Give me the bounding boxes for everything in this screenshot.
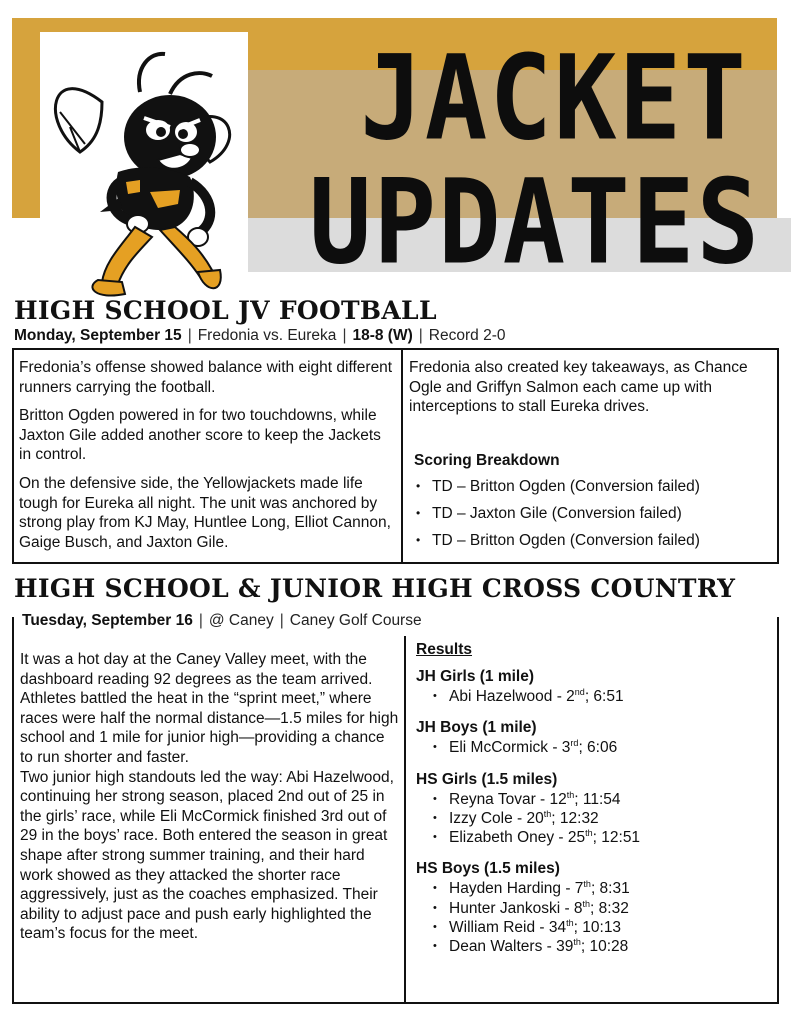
results-group-hs-girls — [416, 771, 776, 848]
cross-country-paragraph: It was a hot day at the Caney Valley meet, with the dashboard reading 92 degrees as the team arrived. Athletes battled the heat in the “sprint meet,” where races were half the normal distance—1.5 miles for high school and 1 mile for junior high—providing a chance to run shorter and faster. — [20, 651, 399, 766]
cross-country-meet-info: Tuesday, September 16 | @ Caney | Caney Golf Course — [22, 612, 422, 629]
cross-country-section-heading: HIGH SCHOOL & JUNIOR HIGH CROSS COUNTRY — [14, 574, 736, 603]
football-date: Monday, September 15 — [14, 327, 182, 344]
scoring-item: • TD – Jaxton Gile (Conversion failed) — [414, 500, 774, 527]
football-paragraph: On the defensive side, the Yellowjackets made life tough for Eureka all night. The unit was anchored by strong play from KJ May, Huntlee Long, Elliot Cannon, Gaige Busch, and Jaxton Gile. — [19, 474, 391, 551]
result-entry: • Reyna Tovar - 12th; 11:54 — [416, 790, 776, 809]
cross-country-date: Tuesday, September 16 — [22, 612, 193, 629]
result-entry: • Eli McCormick - 3rd; 6:06 — [416, 738, 776, 757]
football-left-column — [19, 358, 395, 561]
results-heading: Results — [416, 641, 472, 658]
result-entry: • Izzy Cole - 20th; 12:32 — [416, 809, 776, 828]
football-score: 18-8 (W) — [352, 327, 413, 344]
newsletter-title — [300, 29, 770, 291]
hornet-mascot-icon — [40, 32, 248, 302]
cross-country-paragraph: Two junior high standouts led the way: Abi Hazelwood, continuing her strong season, placed 2nd out of 25 in the girls’ race, while Eli McCormick finished 3rd out of 29 in the boys’ race. Both entered the season in great shape after strong summer training, and their hard work showed as they attacked the shorter race aggressively, just as the coaches emphasized. Their ability to adjust pace and push early highlighted the team’s focus for the meet. — [20, 768, 394, 943]
result-entry: • Dean Walters - 39th; 10:28 — [416, 937, 776, 956]
football-column-divider — [401, 348, 403, 564]
results-group-title: HS Boys (1.5 miles) — [416, 860, 560, 878]
scoring-item: • TD – Britton Ogden (Conversion failed) — [414, 473, 774, 500]
title-line-jacket: JACKET — [360, 29, 748, 167]
results-group-title: HS Girls (1.5 miles) — [416, 770, 558, 788]
results-group-jh-girls — [416, 668, 776, 706]
football-paragraph: Britton Ogden powered in for two touchdowns, while Jaxton Gile added another score to keep the Jackets in control. — [19, 407, 381, 464]
results-group-title: JH Girls (1 mile) — [416, 668, 535, 685]
football-right-column — [409, 358, 774, 426]
title-line-updates: UPDATES — [308, 153, 762, 291]
football-record: Record 2-0 — [428, 327, 506, 344]
scoring-breakdown — [414, 452, 774, 554]
football-paragraph: Fredonia’s offense showed balance with eight different runners carrying the football. — [19, 359, 393, 396]
scoring-breakdown-heading: Scoring Breakdown — [414, 452, 560, 469]
cross-country-venue: Caney Golf Course — [289, 612, 422, 629]
football-takeaways-paragraph: Fredonia also created key takeaways, as Chance Ogle and Griffyn Salmon each came up with interceptions to stall Eureka drives. — [409, 359, 748, 416]
result-entry: • Elizabeth Oney - 25th; 12:51 — [416, 828, 776, 847]
football-game-info: Monday, September 15 | Fredonia vs. Eureka | 18-8 (W) | Record 2-0 — [14, 327, 506, 344]
cross-country-article-text — [20, 650, 400, 944]
yellowjacket-mascot-logo — [40, 32, 248, 302]
football-section-heading: HIGH SCHOOL JV FOOTBALL — [14, 296, 437, 325]
scoring-item: • TD – Britton Ogden (Conversion failed) — [414, 527, 774, 554]
results-group-jh-boys — [416, 719, 776, 757]
cross-country-location: @ Caney — [208, 612, 274, 629]
cross-country-column-divider — [404, 636, 406, 1004]
scoring-list — [414, 473, 774, 554]
result-entry: • Abi Hazelwood - 2nd; 6:51 — [416, 687, 776, 706]
results-group-hs-boys — [416, 860, 776, 956]
result-entry: • Hayden Harding - 7th; 8:31 — [416, 879, 776, 898]
cross-country-results — [416, 641, 776, 967]
result-entry: • Hunter Jankoski - 8th; 8:32 — [416, 899, 776, 918]
football-matchup: Fredonia vs. Eureka — [197, 327, 337, 344]
result-entry: • William Reid - 34th; 10:13 — [416, 918, 776, 937]
results-group-title: JH Boys (1 mile) — [416, 719, 537, 737]
